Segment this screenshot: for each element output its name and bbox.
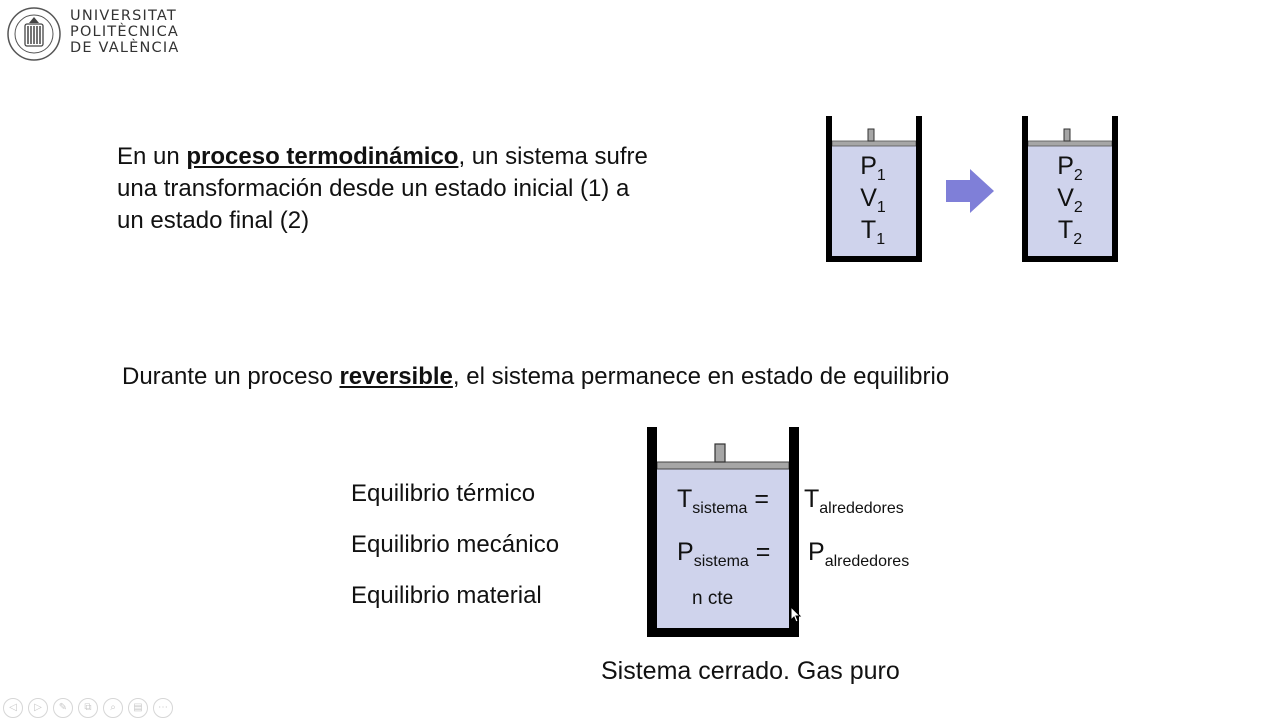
cylinder-left-wall — [826, 116, 832, 262]
temperature-equation-right: $T_{alrededores}$ — [804, 485, 904, 517]
more-options-icon[interactable]: ⋯ — [153, 698, 173, 718]
slides-icon[interactable]: ⧉ — [78, 698, 98, 718]
intro-line2: una transformación desde un estado inicial (1) a — [117, 175, 630, 202]
equilibrium-thermal: Equilibrio térmico — [351, 480, 536, 507]
piston-plate — [657, 462, 789, 469]
closed-system-caption: Sistema cerrado. Gas puro — [601, 657, 900, 685]
state-1-temperature: $T_1$ — [860, 216, 886, 248]
mouse-cursor-icon — [790, 606, 802, 624]
reversible-sentence: Durante un proceso reversible, el sistema permanece en estado de equilibrio — [122, 363, 950, 390]
equilibrium-material: Equilibrio material — [351, 582, 542, 609]
constant-moles-label: n cte — [692, 588, 734, 609]
intro-paragraph — [117, 141, 757, 237]
zoom-icon[interactable]: ⌕ — [103, 698, 123, 718]
cylinder-right-wall — [916, 116, 922, 262]
intro-line3: un estado final (2) — [117, 207, 310, 234]
state-2-labels — [1040, 150, 1100, 246]
temperature-equation-left: $T_{sistema}$ = — [677, 485, 769, 517]
piston-rod — [715, 444, 725, 462]
university-seal-logo — [6, 6, 62, 62]
university-name-line2: POLITÈCNICA — [70, 24, 180, 40]
cylinder-left-wall — [647, 427, 657, 637]
university-name-line3: DE VALÈNCIA — [70, 40, 180, 56]
subtitles-icon[interactable]: ▤ — [128, 698, 148, 718]
equilibrium-mechanical: Equilibrio mecánico — [351, 531, 560, 558]
previous-slide-icon[interactable]: ◁ — [3, 698, 23, 718]
state-2-pressure: $P_2$ — [1057, 152, 1083, 184]
term-thermodynamic-process: proceso termodinámico — [186, 143, 459, 170]
university-name — [70, 8, 179, 56]
university-name-line1: UNIVERSITAT — [70, 8, 177, 24]
intro-line1: En un proceso termodinámico, un sistema sufre — [117, 143, 648, 170]
cylinder-bottom — [826, 256, 922, 262]
pressure-equation-left: $P_{sistema}$ = — [677, 538, 771, 570]
cylinder-right-wall — [1112, 116, 1118, 262]
right-arrow-icon — [944, 168, 996, 214]
piston-rod — [868, 129, 874, 141]
cylinder-bottom — [1022, 256, 1118, 262]
piston-plate — [1028, 141, 1112, 146]
cylinder-left-wall — [1022, 116, 1028, 262]
state-1-labels — [843, 150, 903, 246]
pressure-equation-right: $P_{alrededores}$ — [808, 538, 910, 570]
piston-rod — [1064, 129, 1070, 141]
pen-icon[interactable]: ✎ — [53, 698, 73, 718]
next-slide-icon[interactable]: ▷ — [28, 698, 48, 718]
state-1-volume: $V_1$ — [860, 184, 886, 216]
cylinder-bottom — [647, 628, 799, 637]
state-2-temperature: $T_2$ — [1057, 216, 1083, 248]
term-reversible: reversible — [339, 363, 453, 390]
piston-plate — [832, 141, 916, 146]
state-1-pressure: $P_1$ — [860, 152, 886, 184]
state-2-volume: $V_2$ — [1057, 184, 1083, 216]
